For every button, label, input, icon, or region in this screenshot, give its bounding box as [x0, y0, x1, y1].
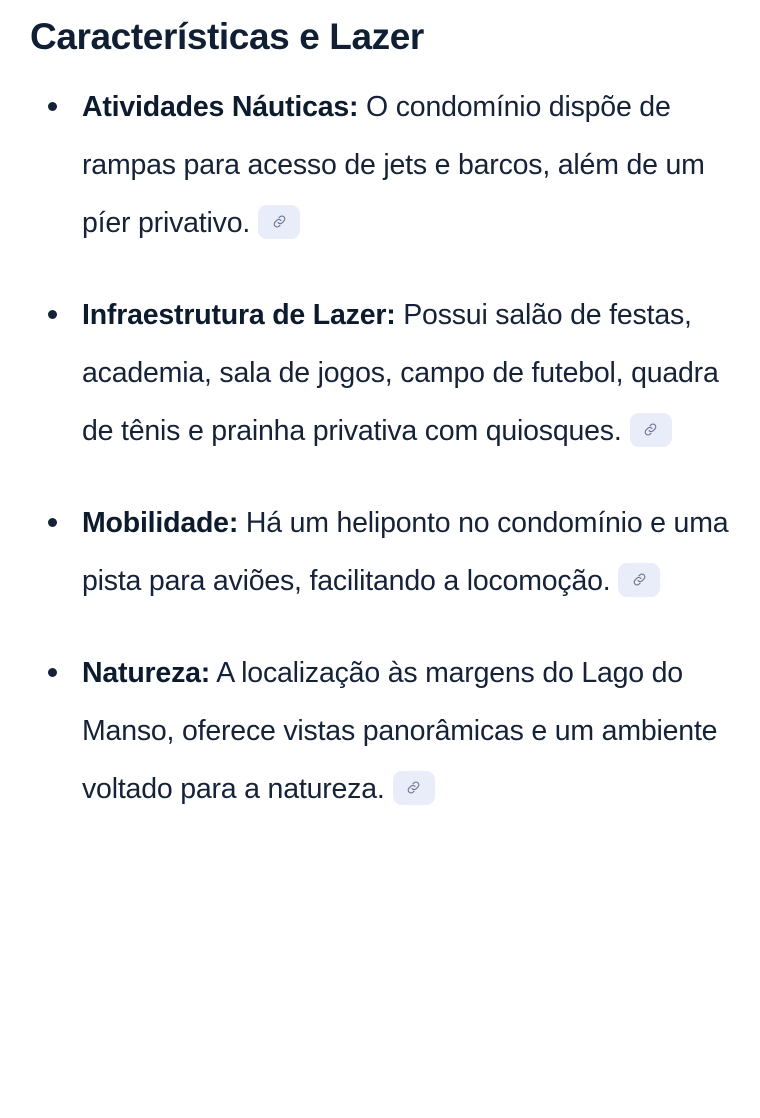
list-item-label: Natureza: [82, 657, 211, 690]
list-item-text: Possui salão de festas, academia, sala de jogos, campo de futebol, quadra de tênis e prainha privativa com quiosques. [82, 299, 719, 448]
bullet-dot-icon [48, 518, 57, 527]
link-icon[interactable] [258, 205, 300, 239]
link-icon[interactable] [618, 563, 660, 597]
list-item [30, 644, 736, 818]
link-icon[interactable] [393, 771, 435, 805]
list-item-text: Há um heliponto no condomínio e uma pista para aviões, facilitando a locomoção. [82, 507, 729, 598]
bullet-dot-icon [48, 102, 57, 111]
list-item-text: A localização às margens do Lago do Manso, oferece vistas panorâmicas e um ambiente voltado para a natureza. [82, 657, 718, 806]
list-item-text: O condomínio dispõe de rampas para acesso de jets e barcos, além de um píer privativo. [82, 91, 705, 240]
features-list [30, 78, 736, 818]
bullet-dot-icon [48, 310, 57, 319]
link-icon[interactable] [630, 413, 672, 447]
list-item [30, 78, 736, 252]
list-item-label: Mobilidade: [82, 507, 239, 540]
list-item-label: Infraestrutura de Lazer: [82, 299, 396, 332]
bullet-dot-icon [48, 668, 57, 677]
page-title: Características e Lazer [30, 16, 424, 57]
list-item [30, 494, 736, 610]
list-item-label: Atividades Náuticas: [82, 91, 359, 124]
list-item [30, 286, 736, 460]
